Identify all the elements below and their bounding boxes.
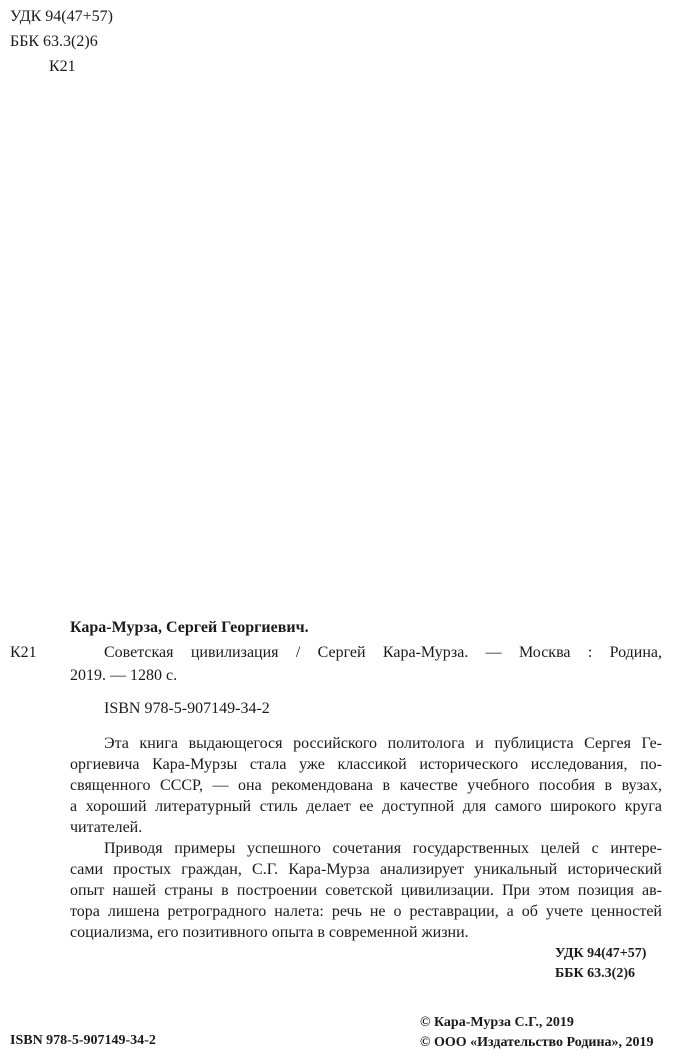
udk-code-bottom: УДК 94(47+57)	[555, 946, 647, 961]
footer-isbn: ISBN 978-5-907149-34-2	[10, 1033, 156, 1048]
record-isbn: ISBN 978-5-907149-34-2	[104, 700, 270, 717]
annotation-line: Приводя примеры успешного сочетания государственных целей с интере-	[104, 840, 662, 857]
annotation-line: читателей.	[70, 819, 143, 836]
udk-code-top: УДК 94(47+57)	[10, 8, 113, 25]
annotation-line: опыт нашей страны в построении советской цивилизации. При этом позиция ав-	[70, 882, 662, 899]
annotation-line: Эта книга выдающегося российского политолога и публициста Сергея Ге-	[104, 735, 662, 752]
record-title-line-2: 2019. — 1280 с.	[70, 667, 178, 684]
annotation-line: сами простых граждан, С.Г. Кара-Мурза анализирует уникальный исторический	[70, 861, 662, 878]
author-mark: К21	[10, 644, 37, 661]
annotation-paragraph-2	[70, 838, 662, 943]
annotation-paragraph-1	[70, 733, 662, 838]
bbk-code-bottom: ББК 63.3(2)6	[555, 966, 635, 981]
bbk-code-top: ББК 63.3(2)6	[10, 33, 98, 50]
classification-codes-bottom	[555, 944, 646, 984]
annotation-line: священного СССР, — она рекомендована в качестве учебного пособия в вузах,	[70, 777, 662, 794]
copyright-author: © Кара-Мурза С.Г., 2019	[420, 1015, 574, 1030]
record-heading: Кара-Мурза, Сергей Георгиевич.	[70, 619, 309, 636]
record-title-line-1: Советская цивилизация / Сергей Кара-Мурза. — Москва : Родина,	[104, 644, 662, 661]
annotation-line: тора лишена ретроградного налета: речь не о реставрации, а об учете ценностей	[70, 903, 662, 920]
author-mark-top: К21	[49, 58, 76, 75]
annotation-line: оргиевича Кара-Мурзы стала уже классикой исторического исследования, по-	[70, 756, 662, 773]
annotation-line: а хороший литературный стиль делает ее доступной для самого широкого круга	[70, 798, 662, 815]
annotation-line: социализма, его позитивного опыта в современной жизни.	[70, 924, 469, 941]
copyright-publisher: © ООО «Издательство Родина», 2019	[420, 1035, 654, 1050]
